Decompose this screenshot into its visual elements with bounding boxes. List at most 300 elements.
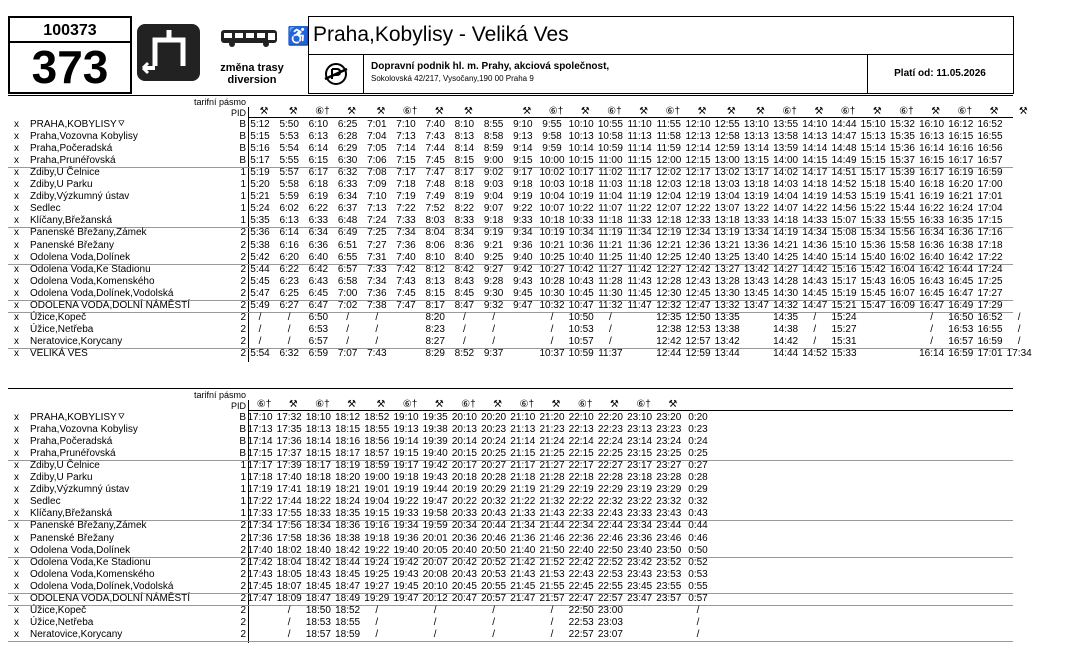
wheelchair-icon: ♿ — [287, 26, 310, 46]
stop-marker: x — [14, 604, 19, 616]
departure-time: 11:03 — [598, 179, 623, 191]
departure-time: 14:07 — [773, 203, 799, 215]
stop-name: VELIKÁ VES — [30, 347, 88, 359]
departure-time: 7:47 — [425, 167, 445, 179]
stop-marker: x — [14, 436, 19, 448]
departure-time: 16:42 — [948, 251, 974, 263]
departure-time: 19:47 — [422, 496, 448, 508]
departure-time: 11:13 — [627, 131, 652, 143]
departure-time: 7:09 — [367, 179, 387, 191]
stop-name: Zdiby,Výzkumný ústav — [30, 484, 130, 496]
departure-time: 7:40 — [425, 119, 445, 130]
departure-time: 7:00 — [337, 287, 358, 299]
departure-time: 19:18 — [393, 472, 419, 484]
tariff-zone: 1 — [240, 508, 246, 520]
departure-time: 14:10 — [802, 119, 828, 130]
departure-time: 20:15 — [451, 448, 477, 460]
departure-time: 13:43 — [743, 275, 769, 287]
stop-name: PRAHA,KOBYLISY — [30, 119, 117, 130]
stop-name: Panenské Břežany — [30, 532, 114, 544]
service-day-symbol: ⑥† — [256, 399, 272, 410]
departure-time: 11:17 — [627, 167, 652, 179]
departure-time: 0:25 — [688, 448, 708, 460]
departure-time: 16:50 — [948, 311, 974, 323]
departure-time: 7:43 — [425, 131, 445, 143]
departure-time: 18:21 — [335, 484, 361, 496]
departure-time: 23:13 — [627, 424, 653, 436]
departure-time: 10:00 — [539, 155, 565, 167]
departure-time: / — [258, 323, 262, 335]
departure-time: 6:57 — [308, 335, 329, 347]
departure-time: 5:36 — [250, 227, 270, 239]
departure-time: 23:44 — [656, 520, 682, 532]
departure-time: 16:36 — [948, 227, 974, 239]
departure-time: 17:33 — [247, 508, 273, 520]
departure-time: 16:44 — [948, 263, 974, 275]
tariff-zone: B — [239, 424, 246, 436]
departure-time: 18:17 — [305, 460, 331, 472]
departure-time: 7:18 — [396, 179, 416, 191]
departure-time: 20:08 — [422, 568, 448, 580]
departure-time: 11:40 — [627, 251, 652, 263]
tariff-zone: 1 — [240, 215, 246, 227]
departure-time: 22:50 — [568, 604, 594, 616]
departure-time: 16:55 — [977, 323, 1003, 335]
departure-time: 18:42 — [335, 544, 361, 556]
departure-time: 19:19 — [393, 484, 419, 496]
departure-time: 11:19 — [627, 191, 652, 203]
departure-time: 6:28 — [337, 131, 358, 143]
service-day-symbol: ⚒ — [434, 106, 444, 117]
departure-time: 17:58 — [276, 532, 302, 544]
departure-time: 9:03 — [483, 179, 504, 191]
departure-time: 8:40 — [454, 251, 475, 263]
departure-time: 16:56 — [977, 143, 1003, 155]
departure-time: 18:19 — [335, 460, 361, 472]
departure-time: 21:23 — [539, 424, 565, 436]
service-day-symbol: ⚒ — [1018, 106, 1028, 117]
departure-time: 16:59 — [977, 167, 1003, 179]
departure-time: 22:18 — [568, 472, 594, 484]
departure-time: 9:27 — [483, 263, 504, 275]
departure-time: 6:20 — [279, 251, 299, 263]
departure-time: 8:59 — [483, 143, 504, 155]
tariff-zone: 2 — [240, 287, 246, 299]
departure-time: 17:10 — [247, 412, 273, 423]
departure-time: 20:23 — [481, 424, 507, 436]
departure-time: 15:27 — [831, 323, 857, 335]
departure-time: 16:17 — [948, 155, 974, 167]
departure-time: 0:43 — [688, 508, 708, 520]
departure-time: 8:19 — [454, 191, 475, 203]
stop-marker: x — [14, 323, 19, 335]
departure-time: 5:49 — [250, 299, 270, 311]
departure-time: 18:57 — [305, 628, 331, 640]
departure-time: 21:19 — [510, 484, 536, 496]
departure-time: 0:28 — [688, 472, 708, 484]
departure-time: 16:20 — [948, 179, 974, 191]
diversion-label: změna trasy — [220, 62, 284, 74]
departure-time: 7:38 — [367, 299, 387, 311]
departure-time: 16:35 — [948, 215, 974, 227]
departure-time: 9:00 — [483, 155, 504, 167]
departure-time: 17:44 — [276, 496, 302, 508]
departure-time: 14:19 — [802, 191, 828, 203]
tariff-zone: 1 — [240, 191, 246, 203]
departure-time: 16:38 — [948, 239, 974, 251]
departure-time: 11:21 — [598, 239, 623, 251]
departure-time: 11:18 — [598, 215, 623, 227]
departure-time: 8:43 — [454, 275, 475, 287]
stop-marker: x — [14, 544, 19, 556]
departure-time: 17:18 — [247, 472, 273, 484]
stop-name: Panenské Břežany — [30, 239, 114, 251]
departure-time: 7:17 — [396, 167, 416, 179]
departure-time: 5:58 — [279, 179, 299, 191]
departure-time: 9:33 — [513, 215, 533, 227]
departure-time: 17:13 — [247, 424, 273, 436]
departure-time: 17:34 — [1006, 347, 1032, 359]
departure-time: 21:52 — [539, 556, 565, 568]
stop-name: Odolena Voda,Ke Stadionu — [30, 556, 151, 568]
service-day-symbol: ⚒ — [697, 106, 707, 117]
departure-time: 14:35 — [773, 311, 799, 323]
departure-time: 23:20 — [656, 412, 682, 423]
departure-time: 9:17 — [513, 167, 533, 179]
departure-time: 14:13 — [802, 131, 828, 143]
departure-time: 6:10 — [308, 119, 329, 130]
departure-time: 8:29 — [425, 347, 445, 359]
departure-time: 11:28 — [598, 275, 623, 287]
departure-time: 6:40 — [308, 251, 329, 263]
departure-time: 22:13 — [568, 424, 594, 436]
departure-time: 13:07 — [714, 203, 740, 215]
service-day-symbol: ⚒ — [493, 399, 503, 410]
departure-time: 15:40 — [889, 179, 915, 191]
departure-time: 22:25 — [597, 448, 623, 460]
departure-time: 7:34 — [367, 275, 387, 287]
service-day-symbol: ⑥† — [461, 399, 476, 410]
departure-time: 12:15 — [685, 155, 711, 167]
departure-time: 12:59 — [685, 347, 711, 359]
departure-time: 15:33 — [860, 215, 886, 227]
departure-time: 12:38 — [656, 323, 682, 335]
stop-marker: x — [14, 412, 19, 423]
departure-time: 11:43 — [627, 275, 652, 287]
departure-time: 8:22 — [454, 203, 475, 215]
departure-time: 10:50 — [568, 311, 594, 323]
departure-time: 11:00 — [598, 155, 623, 167]
departure-time: 11:10 — [627, 119, 652, 130]
departure-time: 20:44 — [481, 520, 507, 532]
departure-time: 17:37 — [276, 448, 302, 460]
stop-marker: x — [14, 580, 19, 592]
departure-time: 12:17 — [685, 167, 711, 179]
departure-time: 23:33 — [627, 508, 653, 520]
departure-time: 9:30 — [483, 287, 504, 299]
departure-time: 6:25 — [337, 119, 358, 130]
departure-time: 17:40 — [276, 472, 302, 484]
departure-time: 19:25 — [364, 568, 390, 580]
departure-time: 6:27 — [279, 299, 299, 311]
departure-time: 12:21 — [656, 239, 682, 251]
departure-time: 15:21 — [831, 299, 857, 311]
departure-time: 21:57 — [539, 592, 565, 604]
departure-time: 14:53 — [831, 191, 857, 203]
departure-time: 12:13 — [685, 131, 711, 143]
departure-time: 22:34 — [568, 520, 594, 532]
departure-time: 19:29 — [364, 592, 390, 604]
departure-time: 20:50 — [481, 544, 507, 556]
departure-time: 6:33 — [337, 179, 358, 191]
departure-time: 14:32 — [773, 299, 799, 311]
departure-time: 12:03 — [656, 179, 682, 191]
departure-time: 15:58 — [889, 239, 915, 251]
service-day-symbol: ⚒ — [376, 399, 386, 410]
departure-time: 5:38 — [250, 239, 270, 251]
stop-name: Praha,Prunéřovská — [30, 448, 116, 460]
departure-time: 8:27 — [425, 335, 445, 347]
departure-time: 19:27 — [364, 580, 390, 592]
departure-time: 19:18 — [364, 532, 390, 544]
departure-time: 15:10 — [831, 239, 857, 251]
tariff-zone: 2 — [240, 323, 246, 335]
departure-time: 13:15 — [743, 155, 769, 167]
departure-time: 12:04 — [656, 191, 682, 203]
departure-time: 7:52 — [425, 203, 445, 215]
departure-time: 10:47 — [568, 299, 594, 311]
stop-name: Neratovice,Korycany — [30, 628, 123, 640]
stop-name: Zdiby,U Parku — [30, 472, 93, 484]
departure-time: 14:19 — [773, 227, 799, 239]
departure-time: 20:20 — [481, 412, 507, 423]
departure-time: 23:42 — [627, 556, 653, 568]
departure-time: 18:19 — [305, 484, 331, 496]
departure-time: 7:19 — [396, 191, 416, 203]
departure-time: 6:57 — [337, 263, 358, 275]
departure-time: 20:55 — [481, 580, 507, 592]
departure-time: 19:35 — [422, 412, 448, 423]
departure-time: 6:22 — [308, 203, 329, 215]
departure-time: 10:02 — [539, 167, 565, 179]
departure-time: 20:14 — [451, 436, 477, 448]
departure-time: / — [930, 311, 933, 323]
departure-time: 14:15 — [802, 155, 828, 167]
departure-time: 10:18 — [568, 179, 594, 191]
departure-time: 7:27 — [367, 239, 387, 251]
departure-time: 17:29 — [977, 299, 1003, 311]
departure-time: 9:19 — [483, 227, 504, 239]
departure-time: 23:22 — [627, 496, 653, 508]
departure-time: 8:04 — [425, 227, 445, 239]
departure-time: 17:42 — [247, 556, 273, 568]
departure-time: 8:23 — [425, 323, 445, 335]
departure-time: 15:41 — [889, 191, 915, 203]
departure-time: 18:15 — [335, 424, 361, 436]
tariff-zone: 2 — [240, 520, 246, 532]
stop-marker: x — [14, 472, 19, 484]
departure-time: 15:31 — [831, 335, 857, 347]
departure-time: / — [492, 616, 495, 628]
departure-time: 16:45 — [948, 275, 974, 287]
departure-time: / — [1017, 323, 1021, 335]
departure-time: / — [492, 311, 495, 323]
departure-time: / — [287, 628, 291, 640]
departure-time: 16:42 — [919, 263, 945, 275]
departure-time: 14:18 — [802, 179, 828, 191]
departure-time: 16:10 — [919, 119, 945, 130]
departure-time: 8:42 — [454, 263, 475, 275]
stop-name: Praha,Vozovna Kobylisy — [30, 131, 138, 143]
departure-time: 14:43 — [802, 275, 828, 287]
departure-time: 18:16 — [335, 436, 361, 448]
departure-time: 21:18 — [510, 472, 536, 484]
departure-time: 7:01 — [367, 119, 387, 130]
departure-time: 17:36 — [247, 532, 273, 544]
departure-time: 14:25 — [773, 251, 799, 263]
departure-time: 17:01 — [977, 347, 1003, 359]
service-day-symbol: ⚒ — [347, 399, 357, 410]
departure-time: 7:49 — [425, 191, 445, 203]
departure-time: 16:59 — [948, 347, 974, 359]
departure-time: 9:18 — [513, 179, 533, 191]
departure-time: 18:33 — [305, 508, 331, 520]
departure-time: 10:19 — [568, 191, 594, 203]
departure-time: 19:34 — [393, 520, 419, 532]
departure-time: 6:49 — [337, 227, 358, 239]
departure-time: 14:56 — [831, 203, 857, 215]
departure-time: 22:32 — [597, 496, 623, 508]
departure-time: 8:34 — [454, 227, 475, 239]
departure-time: 17:19 — [247, 484, 273, 496]
departure-time: 10:43 — [568, 275, 594, 287]
departure-time: 14:52 — [831, 179, 857, 191]
departure-time: 16:18 — [919, 179, 945, 191]
departure-time: 17:41 — [276, 484, 302, 496]
departure-time: 7:08 — [367, 167, 387, 179]
departure-time: 16:21 — [948, 191, 974, 203]
departure-time: / — [287, 335, 291, 347]
departure-time: 13:35 — [714, 311, 740, 323]
stop-marker: x — [14, 155, 19, 167]
departure-time: 23:43 — [627, 568, 653, 580]
departure-time: 10:19 — [539, 227, 565, 239]
departure-time: 22:55 — [597, 580, 623, 592]
operator-name: Dopravní podnik hl. m. Prahy, akciová společnost, — [371, 61, 610, 72]
row-divider — [8, 605, 1013, 606]
departure-time: / — [463, 323, 466, 335]
departure-time: 11:25 — [598, 251, 623, 263]
departure-time: 18:15 — [305, 448, 331, 460]
departure-time: 16:36 — [919, 239, 945, 251]
departure-time: 7:43 — [367, 347, 387, 359]
departure-time: 14:48 — [831, 143, 857, 155]
departure-time: 9:45 — [513, 287, 533, 299]
departure-time: 19:14 — [393, 436, 419, 448]
stop-marker: x — [14, 496, 19, 508]
departure-time: 16:04 — [889, 263, 915, 275]
departure-time: 20:40 — [451, 544, 477, 556]
departure-time: 22:43 — [568, 568, 594, 580]
departure-time: 9:21 — [483, 239, 504, 251]
departure-time: 18:34 — [305, 520, 331, 532]
departure-time: 22:15 — [568, 448, 594, 460]
departure-time: 22:27 — [597, 460, 623, 472]
departure-time: 11:37 — [598, 347, 623, 359]
departure-time: / — [609, 311, 612, 323]
departure-time: 18:13 — [305, 424, 331, 436]
departure-time: 23:18 — [627, 472, 653, 484]
tariff-zone: 2 — [240, 580, 246, 592]
departure-time: 11:07 — [598, 203, 623, 215]
departure-time: 17:24 — [977, 263, 1003, 275]
departure-time: 16:55 — [977, 131, 1003, 143]
departure-time: 10:58 — [597, 131, 623, 143]
departure-time: 20:43 — [481, 508, 507, 520]
departure-time: 10:28 — [539, 275, 565, 287]
departure-time: 13:22 — [743, 203, 769, 215]
metro-icon: ⛛ — [118, 412, 125, 421]
departure-time: 18:24 — [335, 496, 361, 508]
departure-time: 14:02 — [773, 167, 799, 179]
departure-time: 21:40 — [510, 544, 536, 556]
departure-time: 23:36 — [627, 532, 653, 544]
service-day-symbol: ⚒ — [931, 106, 941, 117]
departure-time: 13:38 — [714, 323, 740, 335]
departure-time: 6:51 — [337, 239, 358, 251]
departure-time: 14:49 — [831, 155, 857, 167]
departure-time: 6:34 — [337, 191, 358, 203]
departure-time: 22:19 — [568, 484, 594, 496]
departure-time: 20:18 — [451, 472, 477, 484]
departure-time: 7:10 — [367, 191, 387, 203]
departure-time: 9:28 — [483, 275, 504, 287]
departure-time: 15:55 — [889, 215, 915, 227]
departure-time: 19:43 — [422, 472, 448, 484]
departure-time: 14:21 — [773, 239, 799, 251]
departure-time: 6:23 — [279, 275, 299, 287]
departure-time: 15:34 — [860, 227, 886, 239]
departure-time: 13:42 — [743, 263, 769, 275]
departure-time: 21:13 — [510, 424, 536, 436]
departure-time: 11:55 — [656, 119, 681, 130]
departure-time: 18:36 — [305, 532, 331, 544]
departure-time: / — [492, 323, 495, 335]
departure-time: 8:36 — [454, 239, 475, 251]
departure-time: 14:44 — [773, 347, 799, 359]
stop-name: Sedlec — [30, 203, 61, 215]
stop-name: Praha,Vozovna Kobylisy — [30, 424, 138, 436]
departure-time: 19:59 — [422, 520, 448, 532]
tariff-zone: 1 — [240, 203, 246, 215]
departure-time: 0:24 — [688, 436, 708, 448]
pid-underline — [248, 117, 1013, 118]
departure-time: 10:37 — [539, 347, 565, 359]
departure-time: 18:17 — [335, 448, 361, 460]
departure-time: 15:18 — [860, 179, 886, 191]
departure-time: 8:14 — [454, 143, 475, 155]
departure-time: 16:14 — [919, 143, 945, 155]
departure-time: / — [1017, 311, 1021, 323]
tariff-zone: 2 — [240, 556, 246, 568]
departure-time: 19:22 — [364, 544, 390, 556]
stop-marker: x — [14, 131, 19, 143]
departure-time: 23:10 — [627, 412, 653, 423]
departure-time: 20:12 — [422, 592, 448, 604]
departure-time: 7:05 — [367, 143, 387, 155]
service-day-symbol: ⑥† — [315, 106, 330, 117]
departure-time: / — [287, 311, 291, 323]
